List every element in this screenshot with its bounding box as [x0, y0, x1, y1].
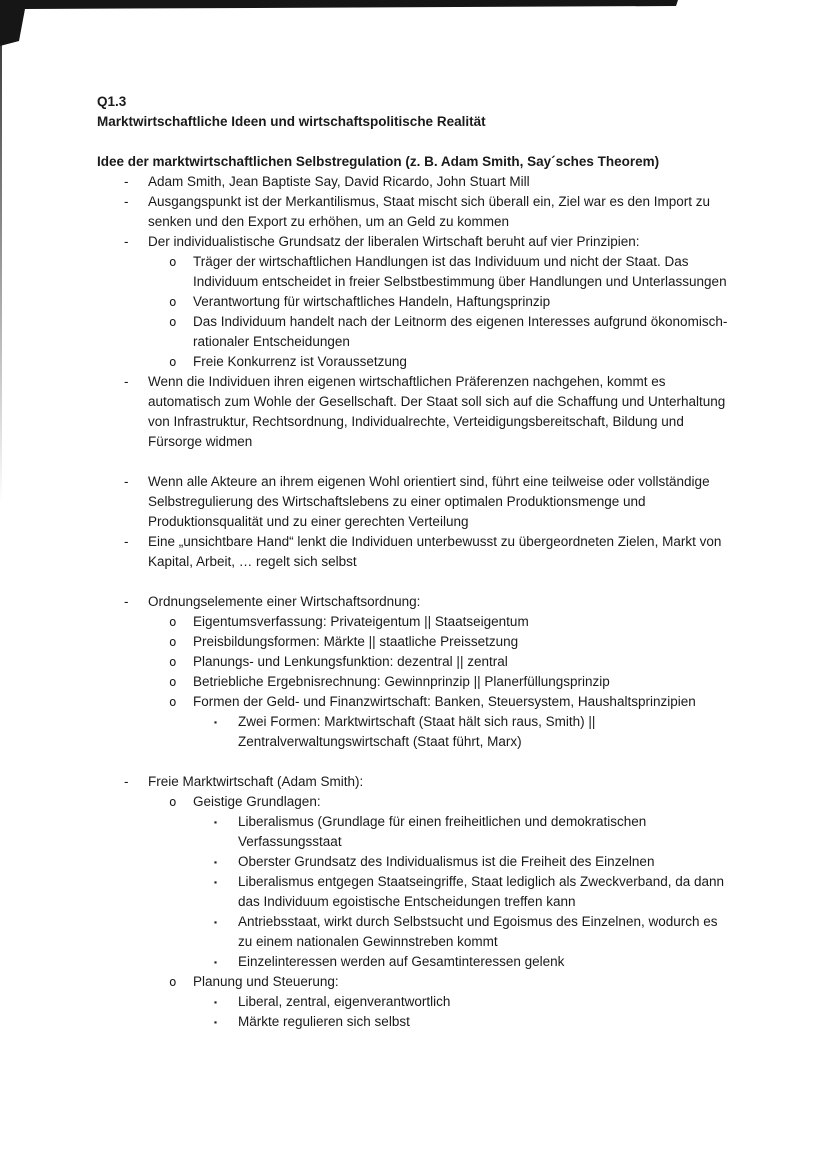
list-item-text: Geistige Grundlagen:: [193, 794, 321, 809]
list-item-text: Wenn die Individuen ihren eigenen wirtschaftlichen Präferenzen nachgehen, kommt es automatisch zum Wohle der Gesellschaft. Der Staat soll sich auf die Schaffung und Unterhaltung von Infrastruktur, Rechtsordnung, Individualrechte, Verteidigungsbereitschaft, Bildung und Fürsorge widmen: [148, 374, 726, 449]
list-item-level-3: [97, 872, 731, 912]
blank-line: [97, 572, 731, 592]
list-item-text: Antriebsstaat, wirkt durch Selbstsucht und Egoismus des Einzelnen, wodurch es zu einem nationalen Gewinnstreben kommt: [238, 914, 718, 949]
list-item-text: Wenn alle Akteure an ihrem eigenen Wohl orientiert sind, führt eine teilweise oder vollständige Selbstregulierung des Wirtschaftslebens zu einer optimalen Produktionsmenge und Produktionsqualität und zu einer gerechten Verteilung: [148, 474, 710, 529]
list-item-level-2: [97, 612, 731, 632]
list-item-text: Liberalismus entgegen Staatseingriffe, Staat lediglich als Zweckverband, da dann das Individuum egoistische Entscheidungen treffen kann: [238, 874, 725, 909]
bullet-marker: -: [124, 594, 129, 609]
list-item-text: Eigentumsverfassung: Privateigentum || Staatseigentum: [193, 614, 529, 629]
list-item-level-1: [97, 372, 731, 452]
bullet-marker: -: [124, 374, 129, 389]
list-item-level-1: [97, 592, 731, 612]
bullet-marker: ▪: [214, 817, 218, 827]
list-item-text: Ausgangspunkt ist der Merkantilismus, Staat mischt sich überall ein, Ziel war es den Import zu senken und den Export zu erhöhen, um an Geld zu kommen: [148, 194, 710, 229]
bullet-marker: -: [124, 174, 129, 189]
list-item-text: Freie Marktwirtschaft (Adam Smith):: [148, 774, 364, 789]
list-item-level-1: [97, 532, 731, 572]
bullet-marker: o: [169, 794, 177, 809]
bullet-marker: o: [169, 354, 177, 369]
bullet-marker: ▪: [214, 1017, 218, 1027]
list-item-level-2: [97, 672, 731, 692]
list-item-level-2: [97, 792, 731, 812]
list-item-level-2: [97, 292, 731, 312]
list-item-text: Verantwortung für wirtschaftliches Handeln, Haftungsprinzip: [193, 294, 551, 309]
bullet-marker: -: [124, 234, 129, 249]
list-item-level-2: [97, 352, 731, 372]
document-content: [97, 92, 731, 1032]
list-item-level-1: [97, 772, 731, 792]
bullet-marker: o: [169, 294, 177, 309]
list-item-level-2: [97, 652, 731, 672]
list-item-text: Der individualistische Grundsatz der liberalen Wirtschaft beruht auf vier Prinzipien:: [148, 234, 640, 249]
list-item-level-2: [97, 972, 731, 992]
list-item-text: Eine „unsichtbare Hand“ lenkt die Individuen unterbewusst zu übergeordneten Zielen, Markt von Kapital, Arbeit, … regelt sich selbst: [148, 534, 722, 569]
bullet-marker: o: [169, 314, 177, 329]
list-item-text: Das Individuum handelt nach der Leitnorm des eigenen Interesses aufgrund ökonomisch- rationaler Entscheidungen: [193, 314, 728, 349]
list-item-level-2: [97, 632, 731, 652]
list-item-level-2: [97, 252, 731, 292]
document-heading: Idee der marktwirtschaftlichen Selbstregulation (z. B. Adam Smith, Say´sches Theorem): [97, 154, 660, 169]
bullet-marker: o: [169, 674, 177, 689]
list-item-text: Betriebliche Ergebnisrechnung: Gewinnprinzip || Planerfüllungsprinzip: [193, 674, 610, 689]
list-item-level-1: [97, 232, 731, 252]
blank-line: [97, 452, 731, 472]
bullet-marker: ▪: [214, 997, 218, 1007]
bullet-marker: ▪: [214, 717, 218, 727]
bullet-marker: o: [169, 614, 177, 629]
list-item-text: Träger der wirtschaftlichen Handlungen ist das Individuum und nicht der Staat. Das Individuum entscheidet in freier Selbstbestimmung über Handlungen und Unterlassungen: [193, 254, 727, 289]
document-heading: Q1.3: [97, 94, 127, 109]
list-item-text: Liberal, zentral, eigenverantwortlich: [238, 994, 451, 1009]
list-item-level-3: [97, 812, 731, 852]
list-item-text: Oberster Grundsatz des Individualismus ist die Freiheit des Einzelnen: [238, 854, 655, 869]
bullet-marker: o: [169, 654, 177, 669]
bullet-marker: -: [124, 774, 129, 789]
list-item-level-1: [97, 172, 731, 192]
bullet-marker: o: [169, 254, 177, 269]
bullet-marker: ▪: [214, 917, 218, 927]
bullet-marker: -: [124, 534, 129, 549]
scan-shadow-left-edge: [0, 44, 2, 504]
scan-shadow-top-edge: [0, 0, 690, 50]
bullet-marker: o: [169, 974, 177, 989]
list-item-text: Ordnungselemente einer Wirtschaftsordnung:: [148, 594, 421, 609]
list-item-level-3: [97, 712, 731, 752]
list-item-level-2: [97, 312, 731, 352]
blank-line: [97, 132, 731, 152]
bullet-marker: o: [169, 634, 177, 649]
list-item-level-1: [97, 192, 731, 232]
list-item-level-3: [97, 852, 731, 872]
list-item-text: Zwei Formen: Marktwirtschaft (Staat hält sich raus, Smith) || Zentralverwaltungswirtschaft (Staat führt, Marx): [238, 714, 596, 749]
list-item-level-2: [97, 692, 731, 712]
list-item-text: Einzelinteressen werden auf Gesamtinteressen gelenk: [238, 954, 565, 969]
list-item-text: Planungs- und Lenkungsfunktion: dezentral || zentral: [193, 654, 508, 669]
list-item-text: Planung und Steuerung:: [193, 974, 339, 989]
bullet-marker: -: [124, 474, 129, 489]
list-item-level-3: [97, 1012, 731, 1032]
list-item-level-1: [97, 472, 731, 532]
list-item-text: Märkte regulieren sich selbst: [238, 1014, 410, 1029]
list-item-text: Freie Konkurrenz ist Voraussetzung: [193, 354, 407, 369]
bullet-marker: ▪: [214, 877, 218, 887]
bullet-marker: ▪: [214, 857, 218, 867]
bullet-marker: -: [124, 194, 129, 209]
document-heading: Marktwirtschaftliche Ideen und wirtschaftspolitische Realität: [97, 114, 486, 129]
bullet-marker: o: [169, 694, 177, 709]
list-item-text: Liberalismus (Grundlage für einen freiheitlichen und demokratischen Verfassungsstaat: [238, 814, 647, 849]
list-item-text: Adam Smith, Jean Baptiste Say, David Ricardo, John Stuart Mill: [148, 174, 530, 189]
list-item-level-3: [97, 952, 731, 972]
bullet-marker: ▪: [214, 957, 218, 967]
list-item-level-3: [97, 992, 731, 1012]
list-item-text: Preisbildungsformen: Märkte || staatliche Preissetzung: [193, 634, 519, 649]
list-item-level-3: [97, 912, 731, 952]
blank-line: [97, 752, 731, 772]
list-item-text: Formen der Geld- und Finanzwirtschaft: Banken, Steuersystem, Haushaltsprinzipien: [193, 694, 696, 709]
